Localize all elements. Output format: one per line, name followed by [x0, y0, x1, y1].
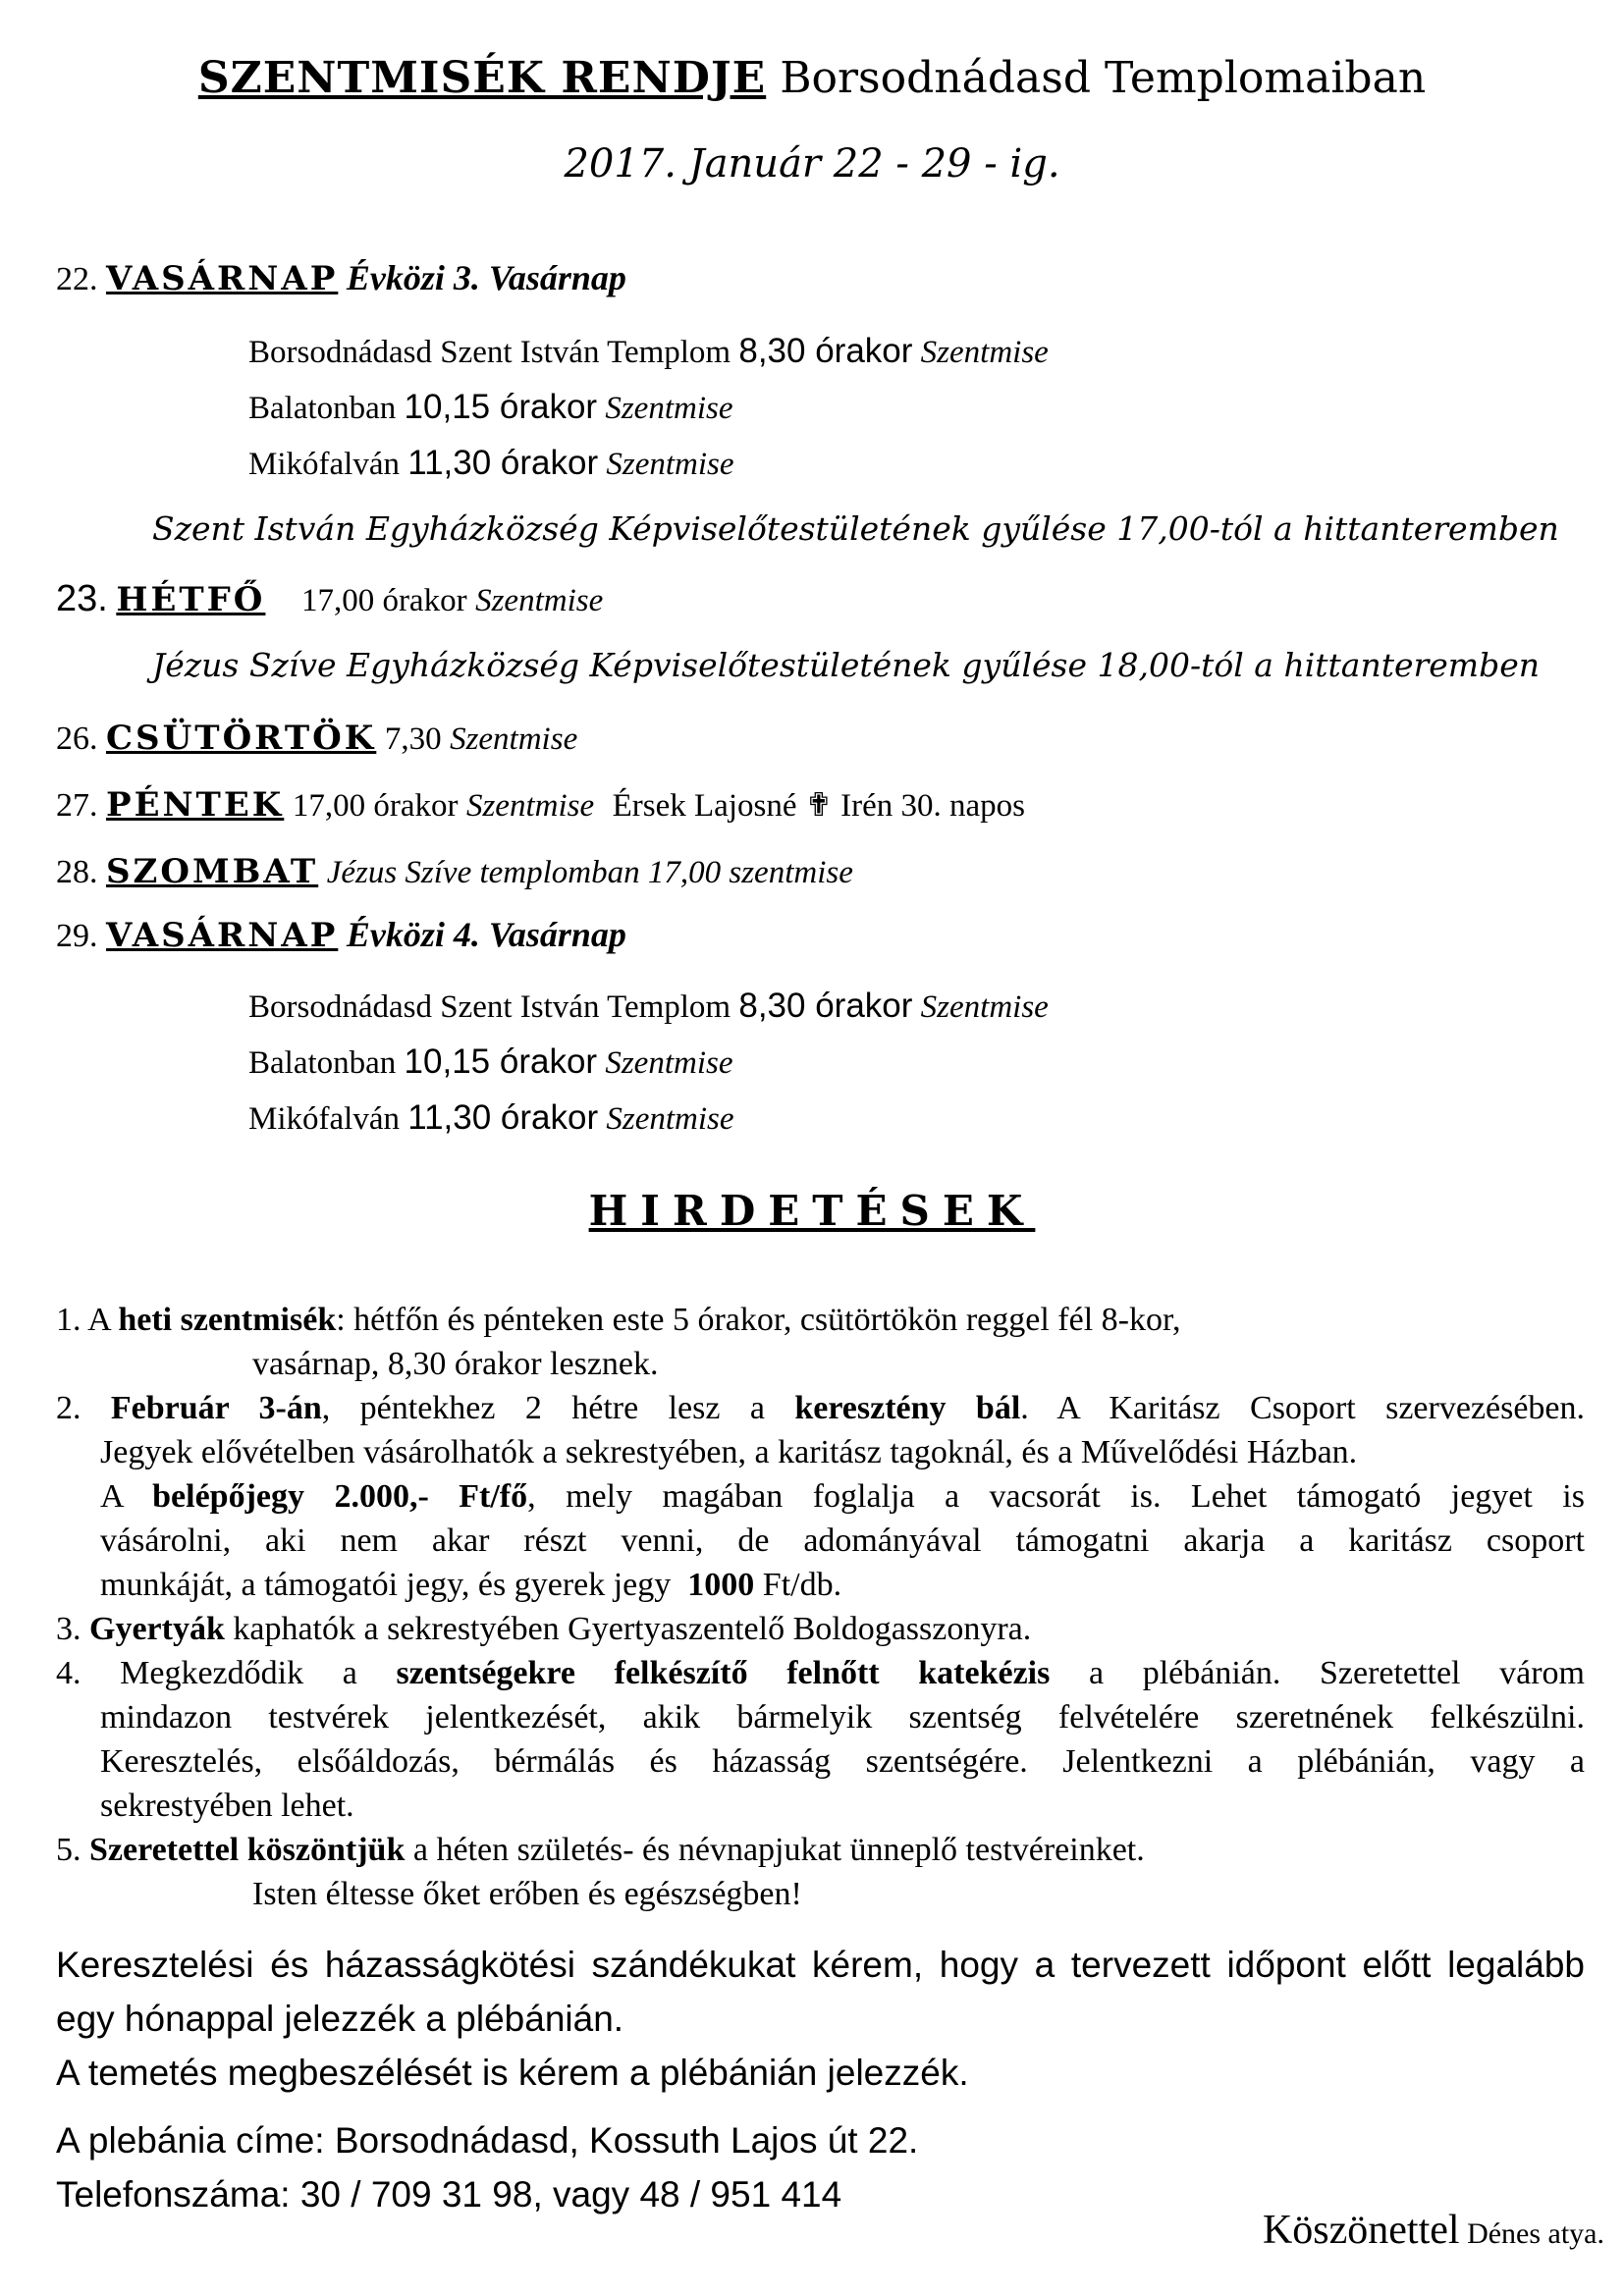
mass-location: Mikófalván — [248, 447, 400, 482]
text-run: , péntekhez 2 hétre lesz a — [321, 1390, 795, 1426]
day-name: VASÁRNAP — [106, 916, 339, 955]
announcement-3-line-1 — [56, 1607, 1585, 1651]
announcements-heading: HIRDETÉSEK — [588, 1187, 1036, 1235]
date-range: 2017. Január 22 - 29 - ig. — [564, 141, 1060, 187]
mass-time: 8,30 órakor — [738, 332, 913, 370]
day-number: 26. — [56, 721, 98, 757]
mass-time: 8,30 órakor — [738, 987, 913, 1025]
footer-line-address: A plebánia címe: Borsodnádasd, Kossuth Lajos út 22. — [56, 2120, 919, 2161]
announcement-5-line-1 — [56, 1828, 1585, 1872]
day-heading-28 — [56, 849, 1624, 895]
footer-line-baptism-2: egy hónappal jelezzék a plébánián. — [56, 1999, 624, 2039]
text-run: 1. A — [56, 1302, 119, 1338]
day-suffix: Évközi 4. Vasárnap — [346, 915, 626, 954]
day-number: 27. — [56, 787, 98, 824]
day-heading-23 — [56, 576, 1624, 623]
day-heading-27 — [56, 782, 1624, 828]
mass-row — [248, 979, 1624, 1035]
mass-row — [248, 1035, 1624, 1091]
footer-block — [56, 1938, 1585, 2221]
announcement-2-line-3 — [56, 1474, 1585, 1519]
announcement-2-line-1 — [56, 1386, 1585, 1430]
mass-location: Balatonban — [248, 1045, 397, 1081]
page-title — [0, 51, 1624, 106]
mass-kind: Szentmise — [606, 447, 734, 482]
announcement-2-line-4: vásárolni, aki nem akar részt venni, de adományával támogatni akarja a karitász csoport — [100, 1522, 1585, 1559]
cross-icon: ✟ — [804, 788, 833, 824]
mass-kind: Szentmise — [465, 788, 595, 824]
text-run: a plébánián. Szeretettel várom — [1050, 1655, 1585, 1691]
day-note: Jézus Szíve Egyházközség Képviselőtestületének gyűlése 18,00-tól a hittanteremben — [152, 646, 1540, 684]
day-note: Szent István Egyházközség Képviselőtestületének gyűlése 17,00-tól a hittanteremben — [152, 509, 1559, 548]
mass-time: 17,00 órakor — [300, 583, 467, 618]
text-run: 3. — [56, 1611, 89, 1647]
memorial-name: Érsek Lajosné — [612, 788, 797, 824]
mass-kind: Szentmise — [605, 391, 733, 426]
text-run: 2. — [56, 1390, 111, 1426]
footer-line-phone: Telefonszáma: 30 / 709 31 98, vagy 48 / 951 414 — [56, 2174, 842, 2215]
text-run-bold: 1000 — [687, 1567, 755, 1603]
text-run: : hétfőn és pénteken este 5 órakor, csütörtökön reggel fél 8-kor, — [336, 1302, 1181, 1338]
text-run: 5. — [56, 1832, 89, 1868]
text-run: , mely magában foglalja a vacsorát is. Lehet támogató jegyet is — [527, 1478, 1585, 1515]
day-name: PÉNTEK — [106, 785, 285, 825]
announcement-4-line-2: mindazon testvérek jelentkezését, akik bármelyik szentség felvételére szeretnének felkészülni. — [100, 1699, 1585, 1735]
text-run-bold: Gyertyák — [89, 1611, 225, 1647]
text-run: . A Karitász Csoport szervezésében. — [1020, 1390, 1586, 1426]
announcement-2-line-2: Jegyek elővételben vásárolhatók a sekrestyében, a karitász tagoknál, és a Művelődési Házban. — [100, 1434, 1358, 1470]
mass-time: 11,30 órakor — [407, 1098, 599, 1137]
day-number: 22. — [56, 261, 98, 297]
text-run-bold: heti szentmisék — [118, 1302, 337, 1338]
mass-time: 10,15 órakor — [404, 1042, 598, 1081]
announcement-4-line-3: Keresztelés, elsőáldozás, bérmálás és házasság szentségére. Jelentkezni a plébánián, vagy a — [100, 1743, 1585, 1780]
text-run-bold: szentségekre felkészítő felnőtt katekézis — [396, 1655, 1051, 1691]
day-heading-26 — [56, 716, 1624, 762]
mass-location: Balatonban — [248, 391, 397, 426]
mass-location: Borsodnádasd Szent István Templom — [248, 989, 731, 1025]
day-name: CSÜTÖRTÖK — [106, 719, 377, 758]
text-run-bold: Szeretettel köszöntjük — [89, 1832, 406, 1868]
day-heading-22 — [56, 255, 1624, 302]
text-run-bold: Február 3-án — [110, 1390, 322, 1426]
day-number: 23. — [56, 578, 108, 619]
mass-time: 11,30 órakor — [407, 444, 599, 482]
text-run: 4. Megkezdődik a — [56, 1655, 397, 1691]
mass-kind: Szentmise — [606, 1101, 734, 1137]
mass-row — [248, 1091, 1624, 1147]
announcement-1-line-2: vasárnap, 8,30 órakor lesznek. — [252, 1346, 659, 1382]
mass-time: 17,00 órakor — [292, 788, 459, 824]
mass-kind: Szentmise — [920, 335, 1049, 370]
day-heading-29 — [56, 912, 1624, 959]
title-rest-text: Borsodnádasd Templomaiban — [766, 53, 1427, 103]
footer-line-baptism-1: Keresztelési és házasságkötési szándékukat kérem, hogy a tervezett időpont előtt legalább — [56, 1945, 1585, 1985]
day-suffix: Évközi 3. Vasárnap — [346, 258, 626, 297]
text-run-bold: belépőjegy 2.000,- Ft/fő — [152, 1478, 528, 1515]
announcement-4-line-1 — [56, 1651, 1585, 1695]
announcement-5-line-2: Isten éltesse őket erőben és egészségben! — [252, 1876, 802, 1912]
text-run-bold: keresztény bál — [794, 1390, 1021, 1426]
announcement-2-line-5 — [56, 1563, 1585, 1607]
day-name: VASÁRNAP — [106, 259, 339, 298]
mass-kind: Szentmise — [920, 989, 1049, 1025]
text-run: A — [100, 1478, 153, 1515]
mass-row — [248, 324, 1624, 380]
day-number: 28. — [56, 854, 98, 890]
mass-row — [248, 380, 1624, 436]
announcements-list — [56, 1298, 1585, 1916]
mass-time: 10,15 órakor — [404, 388, 598, 426]
mass-location: Mikófalván — [248, 1101, 400, 1137]
text-run: Ft/db. — [754, 1567, 842, 1603]
mass-kind: Szentmise — [450, 721, 578, 757]
mass-location: Borsodnádasd Szent István Templom — [248, 335, 731, 370]
signature-name: Dénes atya. — [1459, 2217, 1604, 2250]
signature-word: Köszönettel — [1262, 2208, 1460, 2253]
footer-line-funeral: A temetés megbeszélését is kérem a plébánián jelezzék. — [56, 2053, 969, 2093]
mass-kind: Szentmise — [605, 1045, 733, 1081]
memorial-detail: Irén 30. napos — [840, 788, 1026, 824]
mass-row — [248, 436, 1624, 492]
day-name: HÉTFŐ — [116, 580, 266, 619]
announcement-1-line-1 — [56, 1298, 1585, 1342]
day-number: 29. — [56, 918, 98, 954]
day-name: SZOMBAT — [106, 852, 319, 891]
text-run: munkáját, a támogatói jegy, és gyerek jegy — [100, 1567, 688, 1603]
mass-kind: Szentmise — [475, 583, 604, 618]
mass-detail: Jézus Szíve templomban 17,00 szentmise — [326, 855, 853, 890]
title-decorative-text: SZENTMISÉK RENDJE — [197, 53, 767, 103]
mass-time: 7,30 — [384, 721, 442, 757]
announcement-4-line-4: sekrestyében lehet. — [100, 1788, 354, 1824]
text-run: kaphatók a sekrestyében Gyertyaszentelő Boldogasszonyra. — [224, 1611, 1032, 1647]
text-run: a héten születés- és névnapjukat ünneplő testvéreinket. — [405, 1832, 1145, 1868]
